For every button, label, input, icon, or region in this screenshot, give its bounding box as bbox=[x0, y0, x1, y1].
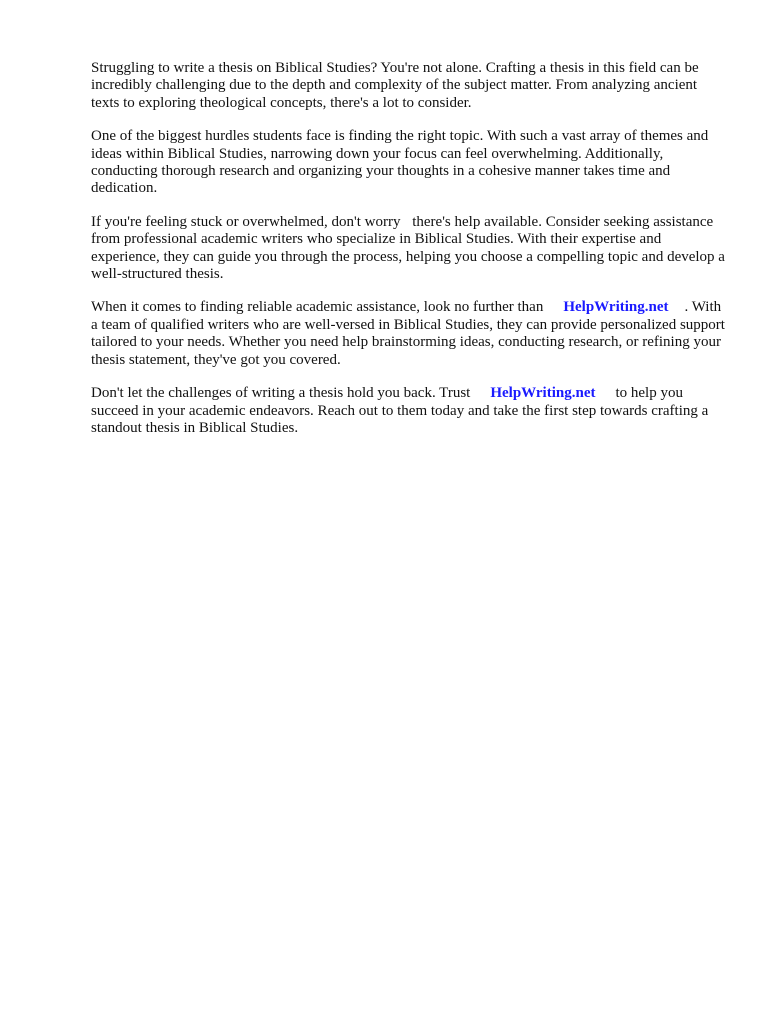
paragraph-assistance bbox=[91, 299, 725, 369]
document-body bbox=[91, 60, 725, 453]
helpwriting-link-closing[interactable]: HelpWriting.net bbox=[490, 385, 596, 402]
paragraph-assistance-text-end: . With a team of qualified writers who are well-versed in Biblical Studies, they can provide personalized support tailored to your needs. Whether you need help brainstorming ideas, conducting research, or refining your thesis statement, they've got you covered. bbox=[91, 299, 725, 368]
helpwriting-link[interactable]: HelpWriting.net bbox=[563, 299, 669, 316]
paragraph-intro bbox=[91, 60, 725, 112]
paragraph-topic-text: One of the biggest hurdles students face is finding the right topic. With such a vast array of themes and ideas within Biblical Studies, narrowing down your focus can feel overwhelming. Additionally, conducting thorough research and organizing your thoughts in a cohesive manner takes time and dedication. bbox=[91, 128, 709, 197]
paragraph-help bbox=[91, 214, 725, 284]
paragraph-topic bbox=[91, 128, 725, 198]
paragraph-closing-text-end: to help you succeed in your academic endeavors. Reach out to them today and take the first step towards crafting a standout thesis in Biblical Studies. bbox=[91, 385, 709, 436]
paragraph-help-text-start: If you're feeling stuck or overwhelmed, don't worry bbox=[91, 213, 401, 230]
paragraph-closing-text-start: Don't let the challenges of writing a thesis hold you back. Trust bbox=[91, 385, 471, 402]
paragraph-intro-text: Struggling to write a thesis on Biblical Studies? You're not alone. Crafting a thesis in this field can be incredibly challenging due to the depth and complexity of the subject matter. From analyzing ancient texts to exploring theological concepts, there's a lot to consider. bbox=[91, 60, 699, 111]
paragraph-closing bbox=[91, 385, 725, 437]
paragraph-help-text-end: there's help available. Consider seeking assistance from professional academic writers who specialize in Biblical Studies. With their expertise and experience, they can guide you through the process, helping you choose a compelling topic and develop a well-structured thesis. bbox=[91, 213, 725, 283]
paragraph-assistance-text-start: When it comes to finding reliable academic assistance, look no further than bbox=[91, 299, 544, 316]
